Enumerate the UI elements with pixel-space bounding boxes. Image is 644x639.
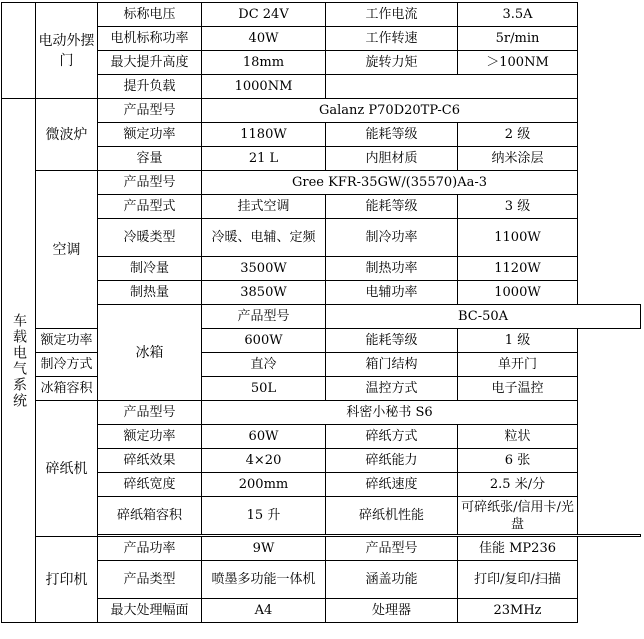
table-row bbox=[2, 599, 641, 623]
cell-value: 喷墨多功能一体机 bbox=[202, 561, 326, 599]
category-printer: 打印机 bbox=[36, 537, 98, 623]
row-label: 产品型号 bbox=[98, 401, 202, 425]
category-microwave: 微波炉 bbox=[36, 99, 98, 171]
cell-value: 冷暖、电辅、定频 bbox=[202, 219, 326, 257]
row-label: 电机标称功率 bbox=[98, 27, 202, 51]
spec-table bbox=[1, 2, 641, 623]
table-row bbox=[2, 219, 641, 257]
cell-value: 3500W bbox=[202, 257, 326, 281]
table-row bbox=[2, 329, 641, 353]
row-label: 温控方式 bbox=[326, 377, 458, 401]
row-label: 产品型号 bbox=[98, 99, 202, 123]
cell-value: 1120W bbox=[458, 257, 578, 281]
row-label: 电辅功率 bbox=[326, 281, 458, 305]
row-label: 旋转力矩 bbox=[326, 51, 458, 75]
row-label: 碎纸方式 bbox=[326, 425, 458, 449]
cell-value: 200mm bbox=[202, 473, 326, 497]
cell-value: 21 L bbox=[202, 147, 326, 171]
cell-value: 1000NM bbox=[202, 75, 326, 99]
cell-value: 粒状 bbox=[458, 425, 578, 449]
cell-value: 23MHz bbox=[458, 599, 578, 623]
row-label: 容量 bbox=[98, 147, 202, 171]
row-label: 产品类型 bbox=[98, 561, 202, 599]
row-label: 产品型号 bbox=[326, 537, 458, 561]
cell-value: 15 升 bbox=[202, 497, 326, 535]
row-label: 冷暖类型 bbox=[98, 219, 202, 257]
category-shredder: 碎纸机 bbox=[36, 401, 98, 537]
cell-value: 科密小秘书 S6 bbox=[202, 401, 578, 425]
table-row bbox=[2, 449, 641, 473]
table-row bbox=[2, 75, 641, 99]
row-label: 内胆材质 bbox=[326, 147, 458, 171]
cell-value: 2.5 米/分 bbox=[458, 473, 578, 497]
row-label: 最大处理幅面 bbox=[98, 599, 202, 623]
cell-value: 1000W bbox=[458, 281, 578, 305]
table-row bbox=[2, 51, 641, 75]
table-row bbox=[2, 281, 641, 305]
cell-value: Gree KFR-35GW/(35570)Aa-3 bbox=[202, 171, 578, 195]
row-label: 产品型号 bbox=[98, 171, 202, 195]
table-row bbox=[2, 3, 641, 27]
row-label: 最大提升高度 bbox=[98, 51, 202, 75]
cell-value: 3 级 bbox=[458, 195, 578, 219]
row-label: 制冷方式 bbox=[36, 353, 98, 377]
row-label: 能耗等级 bbox=[326, 123, 458, 147]
cell-value: 纳米涂层 bbox=[458, 147, 578, 171]
cell-value: A4 bbox=[202, 599, 326, 623]
row-label: 工作电流 bbox=[326, 3, 458, 27]
row-label: 碎纸效果 bbox=[98, 449, 202, 473]
row-label: 制热功率 bbox=[326, 257, 458, 281]
row-label: 处理器 bbox=[326, 599, 458, 623]
row-label: 额定功率 bbox=[98, 123, 202, 147]
table-row bbox=[2, 27, 641, 51]
table-row bbox=[2, 353, 641, 377]
cell-value: DC 24V bbox=[202, 3, 326, 27]
blank-cell bbox=[2, 3, 36, 99]
cell-value: ＞100NM bbox=[458, 51, 578, 75]
table-row bbox=[2, 537, 641, 561]
cell-value: 打印/复印/扫描 bbox=[458, 561, 578, 599]
row-label: 冰箱容积 bbox=[36, 377, 98, 401]
row-label: 涵盖功能 bbox=[326, 561, 458, 599]
cell-value: 1180W bbox=[202, 123, 326, 147]
cell-value: 3850W bbox=[202, 281, 326, 305]
row-label: 碎纸机性能 bbox=[326, 497, 458, 535]
table-row bbox=[2, 305, 641, 329]
cell-value: 6 张 bbox=[458, 449, 578, 473]
vehicle-system-label: 车载电气系统 bbox=[2, 99, 36, 623]
table-row bbox=[2, 257, 641, 281]
table-row bbox=[2, 377, 641, 401]
cell-value: Galanz P70D20TP-C6 bbox=[202, 99, 578, 123]
cell-value: 1 级 bbox=[458, 329, 578, 353]
cell-value: BC-50A bbox=[326, 305, 641, 329]
empty-cell bbox=[326, 75, 578, 99]
cell-value: 电子温控 bbox=[458, 377, 578, 401]
row-label: 碎纸箱容积 bbox=[98, 497, 202, 535]
cell-value: 600W bbox=[202, 329, 326, 353]
cell-value: 直冷 bbox=[202, 353, 326, 377]
cell-value: 50L bbox=[202, 377, 326, 401]
category-air-conditioner: 空调 bbox=[36, 171, 98, 329]
cell-value: 4×20 bbox=[202, 449, 326, 473]
row-label: 碎纸速度 bbox=[326, 473, 458, 497]
table-row bbox=[2, 401, 641, 425]
row-label: 制冷功率 bbox=[326, 219, 458, 257]
cell-value: 2 级 bbox=[458, 123, 578, 147]
cell-value: 可碎纸张/信用卡/光盘 bbox=[458, 497, 578, 535]
row-label: 工作转速 bbox=[326, 27, 458, 51]
table-row bbox=[2, 123, 641, 147]
row-label: 制热量 bbox=[98, 281, 202, 305]
row-label: 箱门结构 bbox=[326, 353, 458, 377]
row-label: 标称电压 bbox=[98, 3, 202, 27]
row-label: 能耗等级 bbox=[326, 329, 458, 353]
cell-value: 单开门 bbox=[458, 353, 578, 377]
table-row bbox=[2, 147, 641, 171]
cell-value: 18mm bbox=[202, 51, 326, 75]
table-row bbox=[2, 425, 641, 449]
row-label: 能耗等级 bbox=[326, 195, 458, 219]
cell-value: 3.5A bbox=[458, 3, 578, 27]
cell-value: 60W bbox=[202, 425, 326, 449]
table-row bbox=[2, 497, 641, 535]
row-label: 制冷量 bbox=[98, 257, 202, 281]
cell-value: 1100W bbox=[458, 219, 578, 257]
table-row bbox=[2, 195, 641, 219]
table-row bbox=[2, 99, 641, 123]
table-row bbox=[2, 171, 641, 195]
table-row bbox=[2, 473, 641, 497]
row-label: 产品型式 bbox=[98, 195, 202, 219]
row-label: 产品功率 bbox=[98, 537, 202, 561]
row-label: 碎纸能力 bbox=[326, 449, 458, 473]
cell-value: 40W bbox=[202, 27, 326, 51]
cell-value: 9W bbox=[202, 537, 326, 561]
category-swing-door: 电动外摆门 bbox=[36, 3, 98, 99]
cell-value: 5r/min bbox=[458, 27, 578, 51]
table-row bbox=[2, 561, 641, 599]
row-label: 额定功率 bbox=[36, 329, 98, 353]
row-label: 提升负载 bbox=[98, 75, 202, 99]
row-label: 额定功率 bbox=[98, 425, 202, 449]
cell-value: 佳能 MP236 bbox=[458, 537, 578, 561]
row-label: 碎纸宽度 bbox=[98, 473, 202, 497]
category-refrigerator: 冰箱 bbox=[98, 305, 202, 401]
row-label: 产品型号 bbox=[202, 305, 326, 329]
cell-value: 挂式空调 bbox=[202, 195, 326, 219]
